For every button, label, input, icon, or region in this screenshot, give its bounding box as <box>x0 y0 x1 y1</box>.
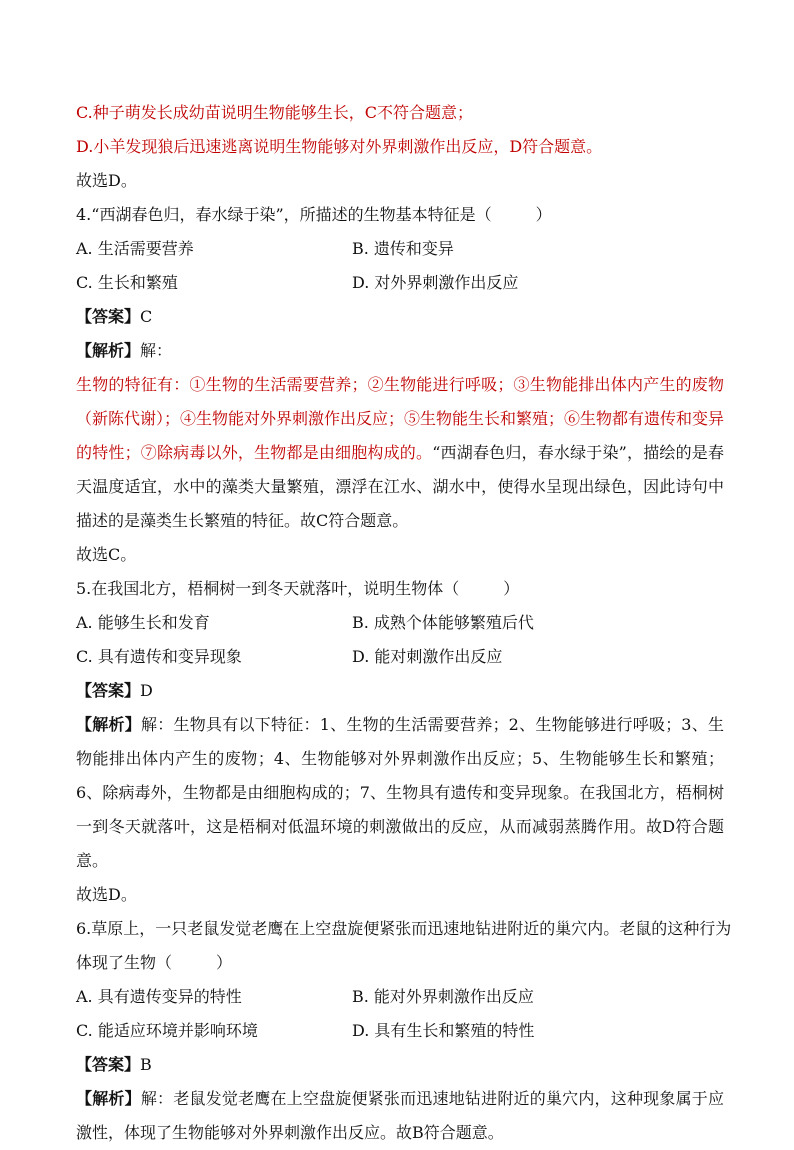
q5-answer-value: D <box>140 681 153 700</box>
q4-stem-text: 4.“西湖春色归，春水绿于染”，所描述的生物基本特征是（ <box>76 205 492 224</box>
q4-conclusion: 故选C。 <box>76 545 137 564</box>
q4-option-a: A. 生活需要营养 <box>76 239 194 258</box>
q6-option-a: A. 具有遗传变异的特性 <box>76 987 242 1006</box>
q5-option-a: A. 能够生长和发育 <box>76 613 210 632</box>
q3-option-d-explanation: D.小羊发现狼后迅速逃离说明生物能够对外界刺激作出反应，D符合题意。 <box>76 137 603 156</box>
q4-answer-value: C <box>140 307 153 326</box>
q6-answer-tag: 【答案】 <box>76 1055 141 1074</box>
q5-analysis-tag: 【解析】 <box>76 715 141 734</box>
q4-stem-close: ） <box>535 205 552 224</box>
q5-stem-text: 5.在我国北方，梧桐树一到冬天就落叶，说明生物体（ <box>76 579 460 598</box>
q5-conclusion: 故选D。 <box>76 885 137 904</box>
q4-analysis-features: 生物的特征有：①生物的生活需要营养；②生物能进行呼吸；③生物能排出体内产生的废物（新陈代谢）；④生物能对外界刺激作出反应；⑤生物能生长和繁殖；⑥生物都有遗传和变异的特性；⑦除病毒以外，生物都是由细胞构成的。 <box>76 375 725 462</box>
q4-analysis-explanation: “西湖春色归，春水绿于染”，描绘的是春天温度适宜，水中的藻类大量繁殖，漂浮在江水、湖水中，使得水呈现出绿色，因此诗句中描述的是藻类生长繁殖的特征。故C符合题意。 <box>76 443 724 530</box>
q6-options-row-2 <box>76 1014 724 1048</box>
q4-analysis-header <box>76 334 724 368</box>
q3-option-c-explanation: C.种子萌发长成幼苗说明生物能够生长，C不符合题意； <box>76 103 474 122</box>
q4-option-d: D. 对外界刺激作出反应 <box>352 273 519 292</box>
q6-stem-close: ） <box>216 953 233 972</box>
q4-analysis-tag: 【解析】 <box>76 341 141 360</box>
q3-conclusion: 故选D。 <box>76 171 137 190</box>
q6-stem-line-2 <box>76 946 724 980</box>
q6-analysis-lead: 解： <box>140 1089 174 1108</box>
q4-analysis-body <box>76 368 724 538</box>
q5-stem <box>76 572 724 606</box>
q5-stem-close: ） <box>503 579 520 598</box>
q4-options-row-1 <box>76 232 724 266</box>
q6-analysis-body <box>76 1082 724 1150</box>
q5-options-row-1 <box>76 606 724 640</box>
q6-answer-value: B <box>140 1055 152 1074</box>
q6-option-d: D. 具有生长和繁殖的特性 <box>352 1021 535 1040</box>
q6-answer <box>76 1048 724 1082</box>
q4-answer-tag: 【答案】 <box>76 307 141 326</box>
q6-stem-text: 体现了生物（ <box>76 953 173 972</box>
page-content <box>76 96 732 1150</box>
q5-analysis-text: 解：生物具有以下特征：1、生物的生活需要营养；2、生物能够进行呼吸；3、生物能排出体内产生的废物；4、生物能够对外界刺激作出反应；5、生物能够生长和繁殖；6、除病毒外，生物都是由细胞构成的；7、生物具有遗传和变异现象。在我国北方，梧桐树一到冬天就落叶，这是梧桐对低温环境的刺激做出的反应，从而减弱蒸腾作用。故D符合题意。 <box>76 715 724 870</box>
q6-analysis-text: 老鼠发觉老鹰在上空盘旋便紧张而迅速地钻进附近的巢穴内，这种现象属于应激性，体现了生物能够对外界刺激作出反应。故B符合题意。 <box>76 1089 724 1142</box>
q6-options-row-1 <box>76 980 724 1014</box>
q4-options-row-2 <box>76 266 724 300</box>
q5-options-row-2 <box>76 640 724 674</box>
q4-option-b: B. 遗传和变异 <box>352 239 454 258</box>
q5-answer-tag: 【答案】 <box>76 681 141 700</box>
q4-stem <box>76 198 724 232</box>
q6-option-b: B. 能对外界刺激作出反应 <box>352 987 534 1006</box>
q6-analysis-tag: 【解析】 <box>76 1089 141 1108</box>
q5-option-c: C. 具有遗传和变异现象 <box>76 647 242 666</box>
q5-analysis-body <box>76 708 724 878</box>
q4-answer <box>76 300 724 334</box>
q6-option-c: C. 能适应环境并影响环境 <box>76 1021 258 1040</box>
q4-analysis-lead: 解： <box>140 341 173 360</box>
q5-option-d: D. 能对刺激作出反应 <box>352 647 503 666</box>
q5-answer <box>76 674 724 708</box>
q6-stem-line-1: 6.草原上，一只老鼠发觉老鹰在上空盘旋便紧张而迅速地钻进附近的巢穴内。老鼠的这种行为 <box>76 919 732 938</box>
q4-option-c: C. 生长和繁殖 <box>76 273 178 292</box>
q5-option-b: B. 成熟个体能够繁殖后代 <box>352 613 534 632</box>
